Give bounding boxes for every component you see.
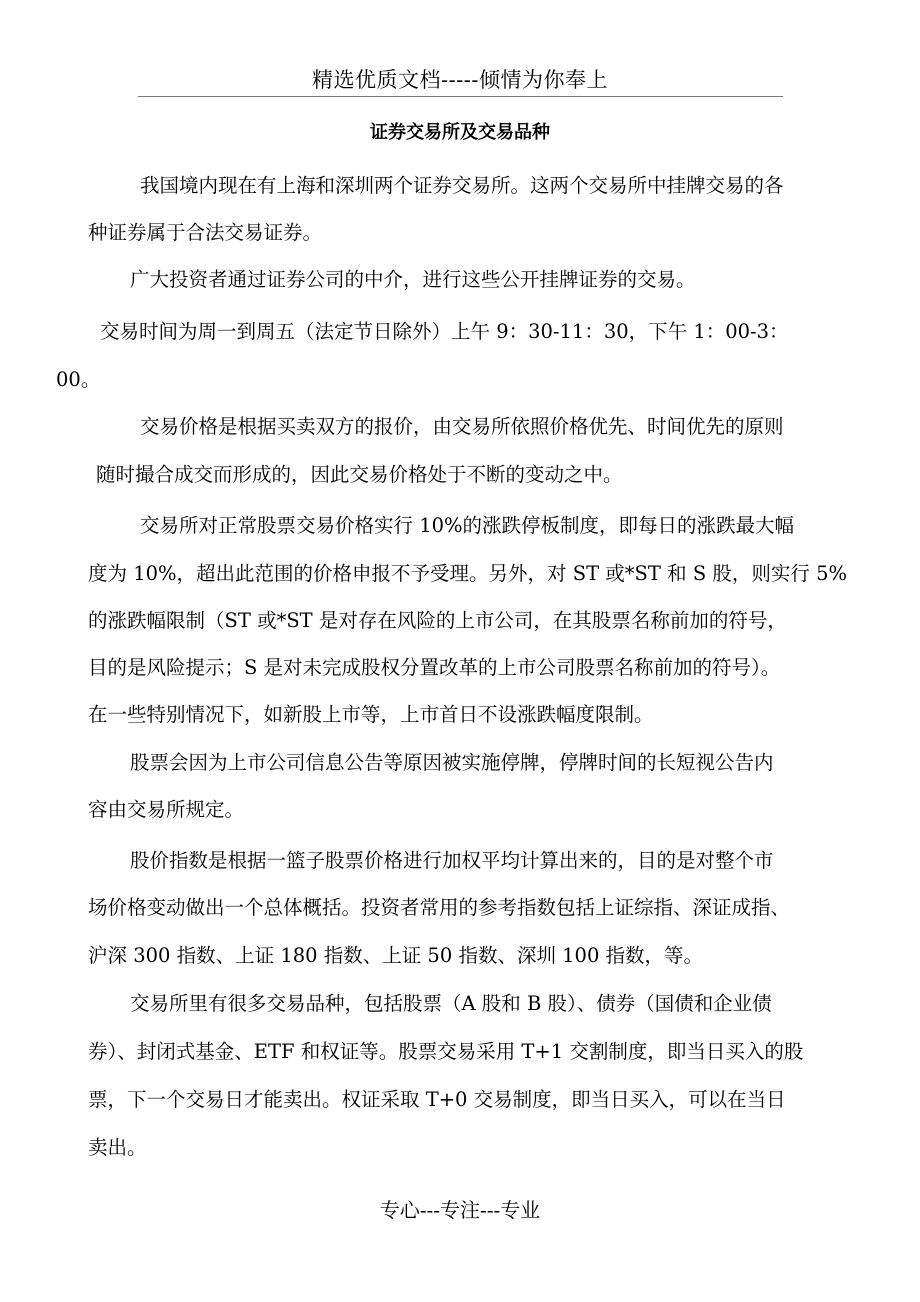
paragraph-5-line-2: 度为 10%，超出此范围的价格申报不予受理。另外，对 ST 或*ST 和 S 股，则实行 5% [88, 562, 848, 585]
paragraph-7-line-3: 沪深 300 指数、上证 180 指数、上证 50 指数、深圳 100 指数，等。 [88, 944, 704, 967]
paragraph-2-line-1: 广大投资者通过证券公司的中介，进行这些公开挂牌证券的交易。 [130, 268, 696, 291]
document-title: 证券交易所及交易品种 [370, 122, 550, 143]
paragraph-4-line-2: 随时撮合成交而形成的，因此交易价格处于不断的变动之中。 [96, 463, 623, 486]
paragraph-3-line-2: 00。 [56, 368, 101, 391]
paragraph-8-line-2: 券）、封闭式基金、ETF 和权证等。股票交易采用 T+1 交割制度，即当日买入的股 [88, 1040, 804, 1063]
paragraph-7-line-1: 股价指数是根据一篮子股票价格进行加权平均计算出来的，目的是对整个市 [130, 849, 774, 872]
header-divider [138, 96, 783, 97]
paragraph-8-line-1: 交易所里有很多交易品种，包括股票（A 股和 B 股）、债券（国债和企业债 [130, 992, 772, 1015]
paragraph-6-line-1: 股票会因为上市公司信息公告等原因被实施停牌，停牌时间的长短视公告内 [130, 751, 774, 774]
page-header: 精选优质文档-----倾情为你奉上 [312, 68, 608, 92]
paragraph-5-line-1: 交易所对正常股票交易价格实行 10%的涨跌停板制度，即每日的涨跌最大幅 [140, 514, 795, 537]
paragraph-7-line-2: 场价格变动做出一个总体概括。投资者常用的参考指数包括上证综指、深证成指、 [88, 896, 791, 919]
paragraph-5-line-4: 目的是风险提示；S 是对未完成股权分置改革的上市公司股票名称前加的符号）。 [88, 656, 781, 679]
paragraph-4-line-1: 交易价格是根据买卖双方的报价，由交易所依照价格优先、时间优先的原则 [140, 415, 784, 438]
paragraph-5-line-5: 在一些特别情况下，如新股上市等，上市首日不设涨跌幅度限制。 [88, 703, 654, 726]
paragraph-8-line-4: 卖出。 [88, 1136, 147, 1159]
page-footer: 专心---专注---专业 [379, 1198, 541, 1222]
paragraph-8-line-3: 票，下一个交易日才能卖出。权证采取 T+0 交易制度，即当日买入，可以在当日 [88, 1088, 786, 1111]
paragraph-1-line-2: 种证券属于合法交易证券。 [88, 221, 323, 244]
paragraph-6-line-2: 容由交易所规定。 [88, 798, 245, 821]
paragraph-1-line-1: 我国境内现在有上海和深圳两个证券交易所。这两个交易所中挂牌交易的各 [140, 174, 784, 197]
paragraph-5-line-3: 的涨跌幅限制（ST 或*ST 是对存在风险的上市公司，在其股票名称前加的符号， [88, 609, 787, 632]
paragraph-3-line-1: 交易时间为周一到周五（法定节日除外）上午 9：30-11：30，下午 1：00-3： [100, 320, 789, 343]
